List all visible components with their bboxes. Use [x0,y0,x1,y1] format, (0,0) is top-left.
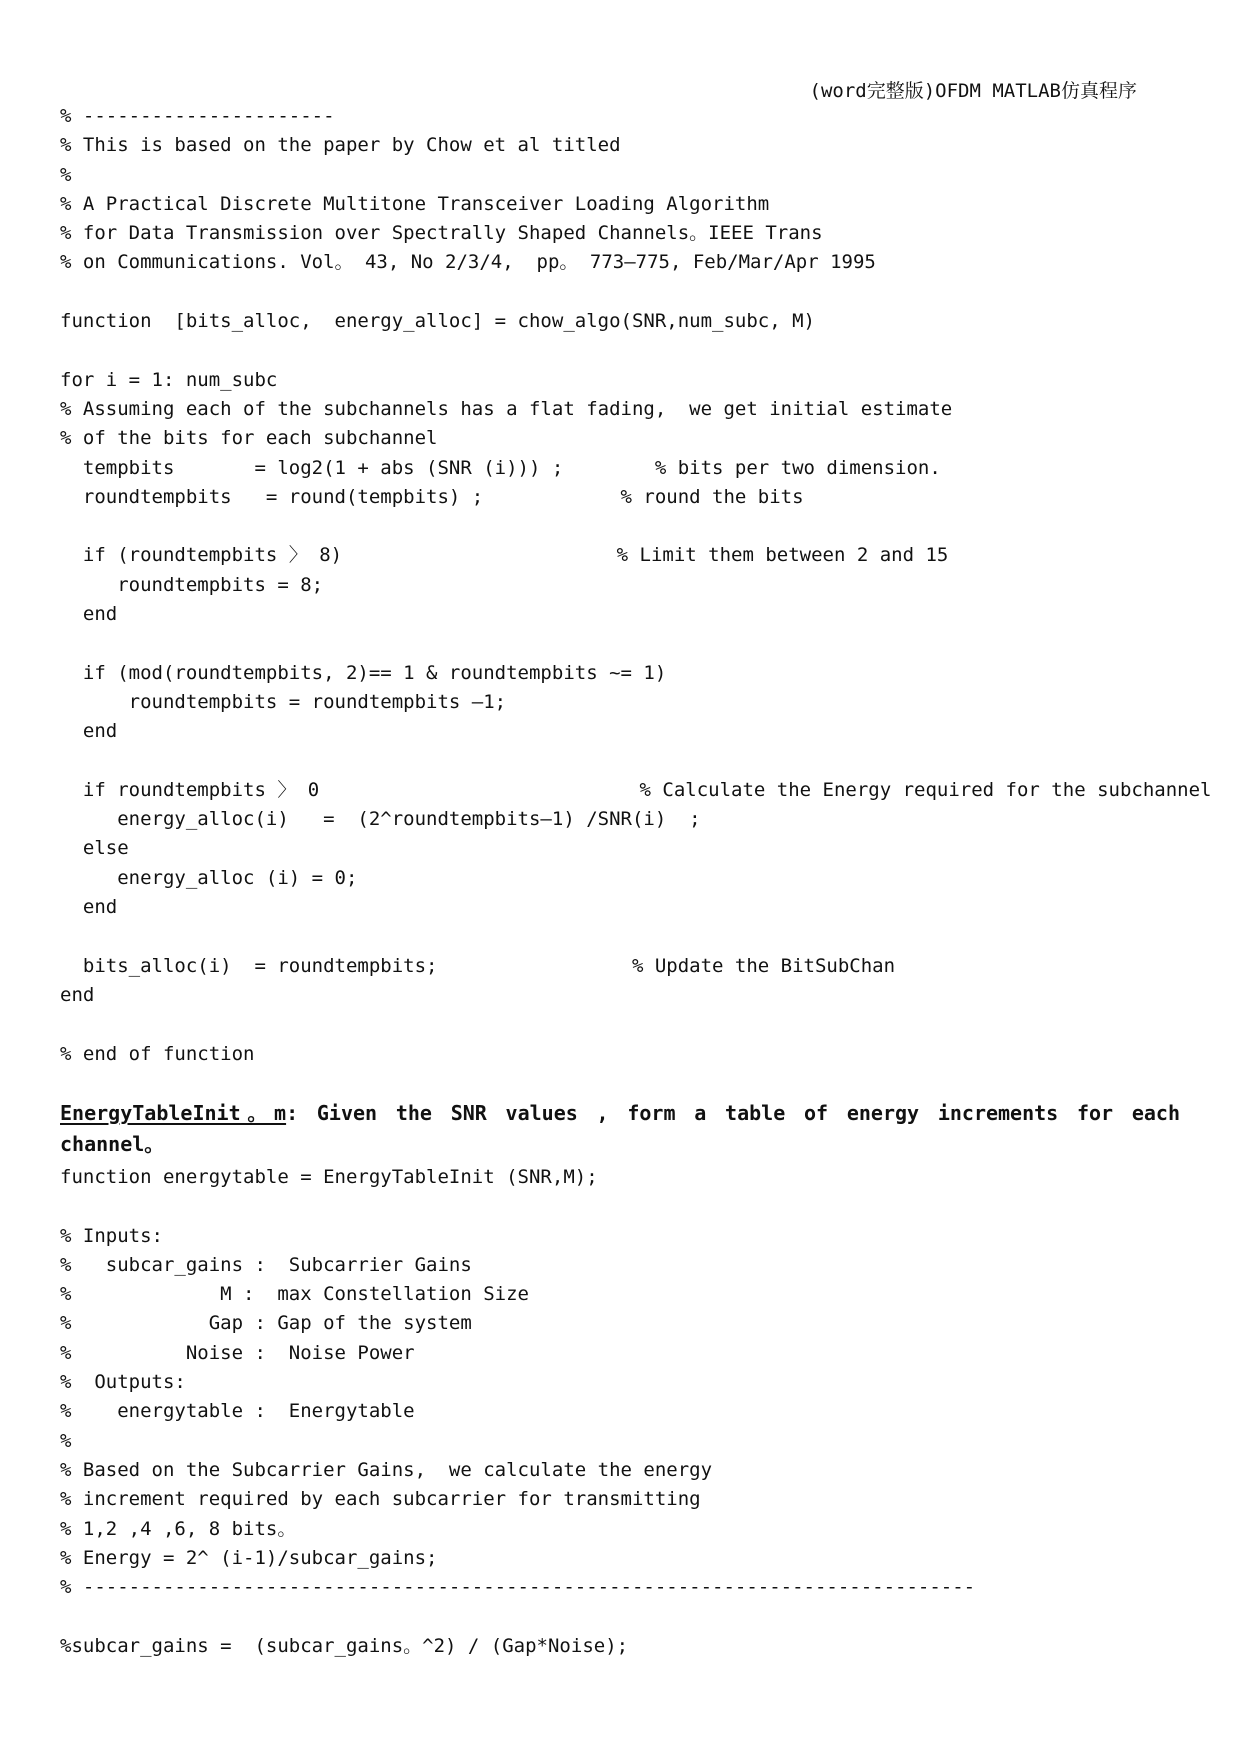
code-line: % on Communications. Vol。 43, No 2/3/4, pp。 773—775, Feb/Mar/Apr 1995 [60,251,876,274]
code-line: % Inputs: [60,1224,163,1247]
code-line: tempbits = log2(1 + abs (SNR (i))) ; % bits per two dimension. [60,456,941,479]
code-line: end [60,896,118,919]
code-line: roundtempbits = round(tempbits) ; % round the bits [60,485,804,508]
section-heading-title: EnergyTableInit。m [60,1101,287,1125]
code-line: else [60,837,129,860]
code-line: % [60,1429,72,1452]
code-line: % ---------------------- [60,105,335,127]
code-line: for i = 1: num_subc [60,368,278,391]
document-header: (word完整版)OFDM MATLAB仿真程序 [809,80,1137,102]
code-line: % ------------------------------------------------------------------------------ [60,1576,976,1599]
code-line [60,278,1211,307]
code-line: if (mod(roundtempbits, 2)== 1 & roundtempbits ~= 1) [60,661,667,684]
code-line [60,1192,975,1221]
code-line: energy_alloc (i) = 0; [60,866,358,889]
code-line: end [60,720,118,743]
code-line [60,922,1211,951]
code-line: % Assuming each of the subchannels has a flat fading, we get initial estimate [60,397,953,420]
code-block-chow-algo [60,102,1211,1069]
code-line: energy_alloc(i) = (2^roundtempbits—1) /SNR(i) ; [60,808,701,831]
code-line: % Based on the Subcarrier Gains, we calculate the energy [60,1458,713,1481]
code-line: function [bits_alloc, energy_alloc] = chow_algo(SNR,num_subc, M) [60,310,815,333]
code-line [60,629,1211,658]
code-line: if (roundtempbits 〉 8) % Limit them between 2 and 15 [60,544,949,567]
code-line: roundtempbits = 8; [60,573,324,596]
code-line: % of the bits for each subchannel [60,427,438,450]
code-line [60,336,1211,365]
code-line: if roundtempbits 〉 0 % Calculate the Energy required for the subchannel [60,778,1212,801]
code-line [60,1602,975,1631]
code-line: bits_alloc(i) = roundtempbits; % Update the BitSubChan [60,954,896,977]
code-line [60,1010,1211,1039]
code-line: % A Practical Discrete Multitone Transceiver Loading Algorithm [60,192,770,215]
code-line: end [60,603,118,626]
code-line: % Energy = 2^ (i-1)/subcar_gains; [60,1546,438,1569]
code-line: % energytable : Energytable [60,1400,415,1423]
code-line: % subcar_gains : Subcarrier Gains [60,1253,472,1276]
code-line: roundtempbits = roundtempbits —1; [60,690,507,713]
code-line: % increment required by each subcarrier for transmitting [60,1488,701,1511]
code-line: % 1,2 ,4 ,6, 8 bits。 [60,1517,297,1540]
code-line: % M : max Constellation Size [60,1283,529,1306]
section-heading-description: : Given the SNR values , form a table of energy increments for each channel。 [60,1101,1181,1156]
code-line: % Gap : Gap of the system [60,1312,472,1335]
code-line: % Outputs: [60,1371,186,1394]
code-line: end [60,983,95,1006]
code-line: % This is based on the paper by Chow et al titled [60,134,621,157]
section-heading [60,1098,1180,1160]
code-block-energy-table-init [60,1163,975,1661]
code-line: % end of function [60,1042,255,1065]
code-line [60,512,1211,541]
code-line: function energytable = EnergyTableInit (SNR,M); [60,1166,598,1188]
code-line: % for Data Transmission over Spectrally Shaped Channels。IEEE Trans [60,222,823,245]
code-line: %subcar_gains = (subcar_gains。^2) / (Gap*Noise); [60,1634,629,1657]
code-line [60,747,1211,776]
code-line: % Noise : Noise Power [60,1341,415,1364]
code-line: % [60,163,72,186]
